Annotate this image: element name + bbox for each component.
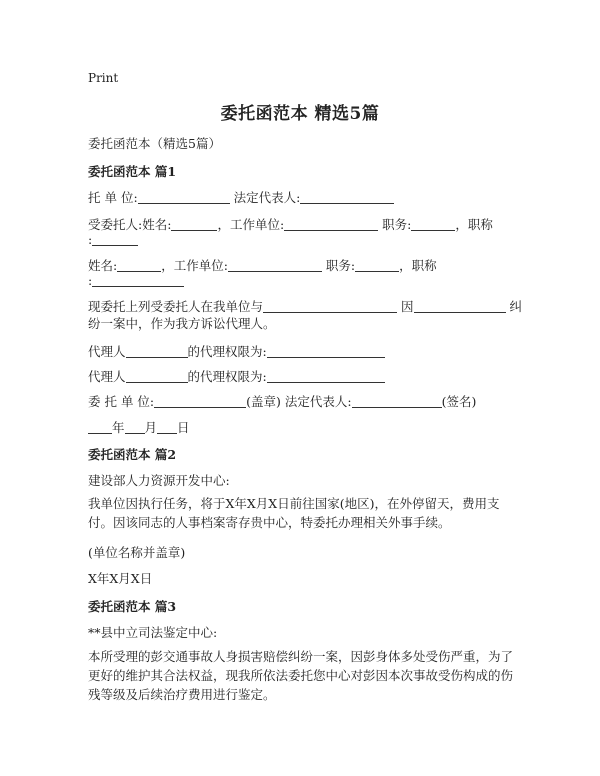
blank-field xyxy=(92,232,138,246)
authority-label: 的代理权限为: xyxy=(187,344,267,359)
blank-field xyxy=(267,369,385,383)
agent-2-line-cont xyxy=(88,273,184,288)
blank-field xyxy=(126,344,188,358)
blank-field xyxy=(411,217,455,231)
title-label: ，职称 xyxy=(399,258,437,273)
document-title: 委托函范本 精选5篇 xyxy=(220,104,380,124)
cause-text: 因 xyxy=(401,299,414,314)
section-2-unit-seal: (单位名称并盖章) xyxy=(88,545,186,560)
blank-field xyxy=(117,258,161,272)
title-label: ，职称 xyxy=(455,217,493,232)
blank-field xyxy=(92,273,184,287)
intro-line: 委托函范本（精选5篇） xyxy=(88,136,221,151)
section-2-body: 我单位因执行任务，将于X年X月X日前往国家(地区)，在外停留天，费用支付。因该同志的人事档案寄存贵中心，特委托办理相关外事手续。 xyxy=(88,496,500,530)
blank-field xyxy=(171,217,217,231)
position-label: 职务: xyxy=(325,258,356,273)
section-2-date: X年X月X日 xyxy=(88,571,153,586)
work-unit-label: ，工作单位: xyxy=(217,217,285,232)
principal-unit-label: 委 托 单 位: xyxy=(88,394,155,409)
agent-label: 代理人 xyxy=(88,369,126,384)
print-label: Print xyxy=(88,71,119,85)
section-3-heading: 委托函范本 篇3 xyxy=(88,599,177,614)
section-2-heading: 委托函范本 篇2 xyxy=(88,447,177,462)
principal-unit-label: 托 单 位: xyxy=(88,190,138,205)
blank-field xyxy=(228,258,322,272)
seal-legal-rep-label: (盖章) 法定代表人: xyxy=(246,394,352,409)
legal-rep-label: 法定代表人: xyxy=(233,190,301,205)
section-2-recipient: 建设部人力资源开发中心: xyxy=(88,473,230,488)
agent-2-line xyxy=(88,256,437,274)
blank-field xyxy=(157,420,177,434)
signature-line xyxy=(88,392,476,410)
sign-label: (签名) xyxy=(441,394,477,409)
blank-field xyxy=(263,299,397,313)
authority-label: 的代理权限为: xyxy=(187,369,267,384)
position-label: 职务: xyxy=(382,217,412,232)
blank-field xyxy=(355,258,399,272)
entrust-line xyxy=(88,297,522,315)
colon-text: : xyxy=(88,273,93,288)
agent-authority-line-2 xyxy=(88,367,385,385)
section-1-heading: 委托函范本 篇1 xyxy=(88,164,177,179)
agent-authority-line-1 xyxy=(88,342,385,360)
principal-unit-line xyxy=(88,188,394,206)
agent-1-line-cont xyxy=(88,232,138,247)
blank-field xyxy=(267,344,385,358)
agent-name-label: 姓名: xyxy=(88,258,118,273)
agent-1-line xyxy=(88,215,493,233)
blank-field xyxy=(352,394,442,408)
section-3-body: 本所受理的彭交通事故人身损害赔偿纠纷一案，因彭身体多处受伤严重，为了更好的维护其合法权益，现我所依法委托您中心对彭因本次事故受伤构成的伤残等级及后续治疗费用进行鉴定。 xyxy=(88,649,514,702)
day-label: 日 xyxy=(177,420,190,435)
blank-field xyxy=(414,299,506,313)
blank-field xyxy=(138,190,230,204)
work-unit-label: ，工作单位: xyxy=(161,258,228,273)
blank-field xyxy=(125,420,145,434)
entrust-line-cont: 纷一案中，作为我方诉讼代理人。 xyxy=(88,316,276,331)
entrust-text: 现委托上列受委托人在我单位与 xyxy=(88,299,264,314)
month-label: 月 xyxy=(144,420,158,435)
agent-name-label: 受委托人:姓名: xyxy=(88,217,172,232)
dispute-text: 纠 xyxy=(509,299,523,314)
year-label: 年 xyxy=(112,420,125,435)
colon-text: : xyxy=(88,232,93,247)
blank-field xyxy=(126,369,188,383)
section-3-recipient: **县中立司法鉴定中心: xyxy=(88,625,218,640)
blank-field xyxy=(154,394,246,408)
blank-field xyxy=(88,420,112,434)
date-line xyxy=(88,418,190,436)
blank-field xyxy=(284,217,378,231)
blank-field xyxy=(300,190,394,204)
agent-label: 代理人 xyxy=(88,344,126,359)
